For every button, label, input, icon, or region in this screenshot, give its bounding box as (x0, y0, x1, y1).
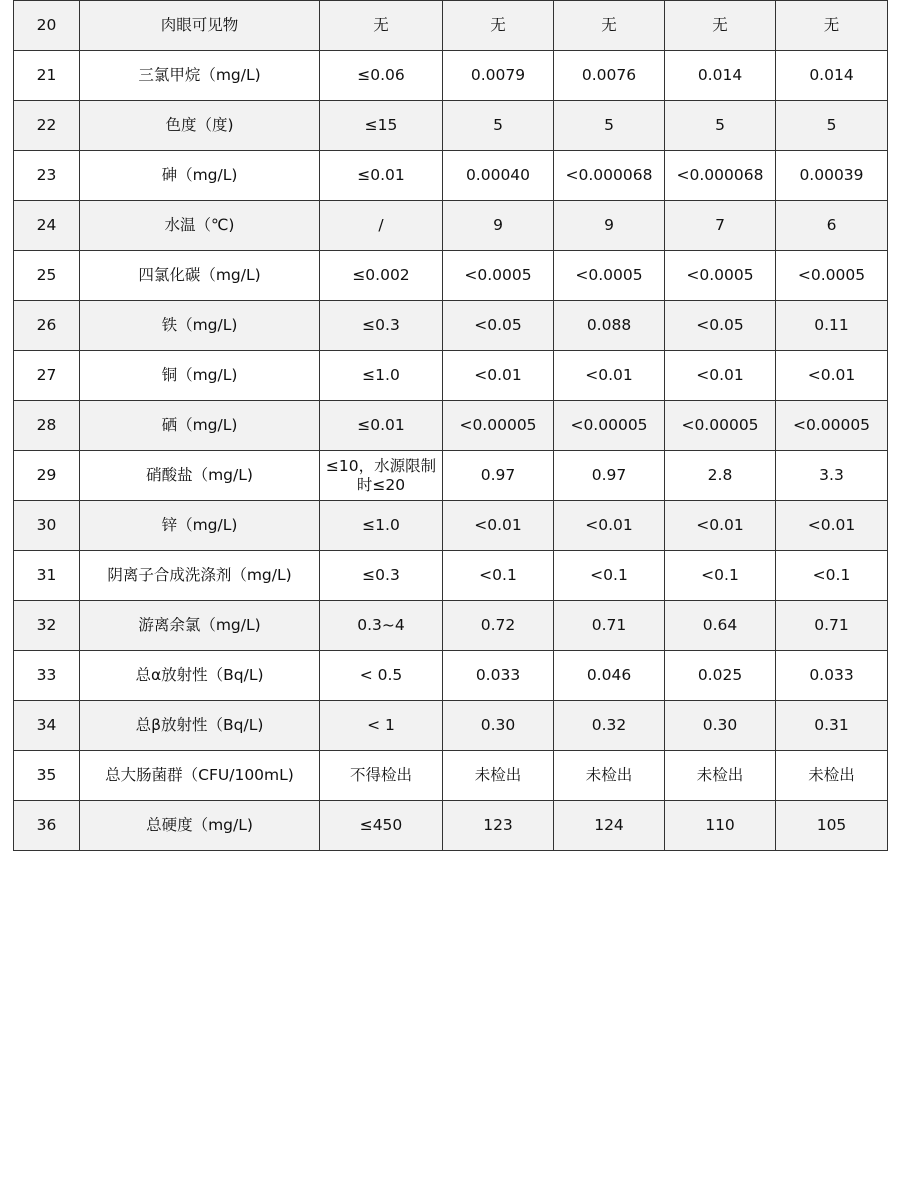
row-number-cell: 31 (14, 551, 80, 601)
sample-value-cell: 123 (443, 801, 554, 851)
sample-value-cell: 0.033 (443, 651, 554, 701)
sample-value-cell: <0.000068 (554, 151, 665, 201)
indicator-name-cell: 总β放射性（Bq/L) (80, 701, 320, 751)
table-row (14, 151, 888, 201)
standard-limit-cell: ≤0.01 (320, 401, 443, 451)
sample-value-cell: <0.1 (776, 551, 888, 601)
standard-limit-cell: ≤1.0 (320, 501, 443, 551)
table-row (14, 1, 888, 51)
standard-limit-cell: < 0.5 (320, 651, 443, 701)
indicator-name-cell: 总α放射性（Bq/L) (80, 651, 320, 701)
sample-value-cell: <0.01 (443, 501, 554, 551)
sample-value-cell: 0.0076 (554, 51, 665, 101)
sample-value-cell: 3.3 (776, 451, 888, 501)
row-number-cell: 33 (14, 651, 80, 701)
sample-value-cell: 0.014 (665, 51, 776, 101)
table-row (14, 201, 888, 251)
sample-value-cell: <0.0005 (554, 251, 665, 301)
standard-limit-cell: ≤15 (320, 101, 443, 151)
sample-value-cell: <0.00005 (443, 401, 554, 451)
sample-value-cell: 0.11 (776, 301, 888, 351)
sample-value-cell: 0.71 (554, 601, 665, 651)
sample-value-cell: 无 (665, 1, 776, 51)
indicator-name-cell: 阴离子合成洗涤剂（mg/L) (80, 551, 320, 601)
standard-limit-cell: 无 (320, 1, 443, 51)
row-number-cell: 20 (14, 1, 80, 51)
sample-value-cell: 0.025 (665, 651, 776, 701)
sample-value-cell: 0.72 (443, 601, 554, 651)
sample-value-cell: <0.05 (665, 301, 776, 351)
standard-limit-cell: / (320, 201, 443, 251)
standard-limit-cell: < 1 (320, 701, 443, 751)
sample-value-cell: 6 (776, 201, 888, 251)
table-row (14, 601, 888, 651)
water-quality-table (13, 0, 888, 851)
sample-value-cell: 0.088 (554, 301, 665, 351)
sample-value-cell: 0.30 (443, 701, 554, 751)
standard-limit-cell: ≤0.3 (320, 301, 443, 351)
standard-limit-cell: 0.3~4 (320, 601, 443, 651)
sample-value-cell: <0.1 (443, 551, 554, 601)
indicator-name-cell: 硝酸盐（mg/L) (80, 451, 320, 501)
table-row (14, 101, 888, 151)
sample-value-cell: <0.01 (776, 351, 888, 401)
indicator-name-cell: 砷（mg/L) (80, 151, 320, 201)
sample-value-cell: 0.71 (776, 601, 888, 651)
sample-value-cell: <0.1 (554, 551, 665, 601)
sample-value-cell: 未检出 (554, 751, 665, 801)
row-number-cell: 30 (14, 501, 80, 551)
sample-value-cell: 0.32 (554, 701, 665, 751)
sample-value-cell: 7 (665, 201, 776, 251)
table-row (14, 51, 888, 101)
table-row (14, 701, 888, 751)
standard-limit-cell: ≤0.3 (320, 551, 443, 601)
sample-value-cell: <0.00005 (554, 401, 665, 451)
table-row (14, 801, 888, 851)
sample-value-cell: <0.05 (443, 301, 554, 351)
indicator-name-cell: 四氯化碳（mg/L) (80, 251, 320, 301)
sample-value-cell: <0.0005 (443, 251, 554, 301)
row-number-cell: 28 (14, 401, 80, 451)
standard-limit-cell: ≤0.06 (320, 51, 443, 101)
sample-value-cell: 0.033 (776, 651, 888, 701)
sample-value-cell: 无 (776, 1, 888, 51)
table-row (14, 751, 888, 801)
sample-value-cell: <0.0005 (776, 251, 888, 301)
indicator-name-cell: 水温（℃) (80, 201, 320, 251)
row-number-cell: 36 (14, 801, 80, 851)
sample-value-cell: <0.000068 (665, 151, 776, 201)
indicator-name-cell: 锌（mg/L) (80, 501, 320, 551)
indicator-name-cell: 铜（mg/L) (80, 351, 320, 401)
table-row (14, 301, 888, 351)
row-number-cell: 24 (14, 201, 80, 251)
indicator-name-cell: 三氯甲烷（mg/L) (80, 51, 320, 101)
sample-value-cell: 0.014 (776, 51, 888, 101)
sample-value-cell: 0.00040 (443, 151, 554, 201)
row-number-cell: 34 (14, 701, 80, 751)
sample-value-cell: 5 (665, 101, 776, 151)
table-row (14, 451, 888, 501)
sample-value-cell: 未检出 (443, 751, 554, 801)
indicator-name-cell: 色度（度) (80, 101, 320, 151)
table-row (14, 501, 888, 551)
indicator-name-cell: 总大肠菌群（CFU/100mL) (80, 751, 320, 801)
indicator-name-cell: 游离余氯（mg/L) (80, 601, 320, 651)
sample-value-cell: 0.046 (554, 651, 665, 701)
sample-value-cell: 110 (665, 801, 776, 851)
indicator-name-cell: 铁（mg/L) (80, 301, 320, 351)
sample-value-cell: <0.01 (665, 501, 776, 551)
row-number-cell: 32 (14, 601, 80, 651)
sample-value-cell: 105 (776, 801, 888, 851)
table-row (14, 351, 888, 401)
table-body (14, 1, 888, 851)
sample-value-cell: 0.97 (443, 451, 554, 501)
sample-value-cell: 无 (443, 1, 554, 51)
standard-limit-cell: ≤0.01 (320, 151, 443, 201)
sample-value-cell: <0.01 (776, 501, 888, 551)
standard-limit-cell: ≤0.002 (320, 251, 443, 301)
row-number-cell: 22 (14, 101, 80, 151)
sample-value-cell: <0.01 (554, 351, 665, 401)
sample-value-cell: 0.00039 (776, 151, 888, 201)
sample-value-cell: <0.1 (665, 551, 776, 601)
sample-value-cell: 0.97 (554, 451, 665, 501)
table-row (14, 251, 888, 301)
sample-value-cell: <0.00005 (665, 401, 776, 451)
sample-value-cell: 0.0079 (443, 51, 554, 101)
standard-limit-cell: ≤450 (320, 801, 443, 851)
sample-value-cell: <0.00005 (776, 401, 888, 451)
sample-value-cell: 5 (443, 101, 554, 151)
table-row (14, 551, 888, 601)
sample-value-cell: 未检出 (665, 751, 776, 801)
sample-value-cell: 9 (554, 201, 665, 251)
row-number-cell: 25 (14, 251, 80, 301)
standard-limit-cell: ≤10，水源限制时≤20 (320, 451, 443, 501)
sample-value-cell: <0.01 (665, 351, 776, 401)
sample-value-cell: 0.64 (665, 601, 776, 651)
row-number-cell: 21 (14, 51, 80, 101)
row-number-cell: 29 (14, 451, 80, 501)
row-number-cell: 23 (14, 151, 80, 201)
sample-value-cell: 未检出 (776, 751, 888, 801)
indicator-name-cell: 硒（mg/L) (80, 401, 320, 451)
sample-value-cell: 无 (554, 1, 665, 51)
row-number-cell: 26 (14, 301, 80, 351)
row-number-cell: 27 (14, 351, 80, 401)
table-row (14, 651, 888, 701)
standard-limit-cell: 不得检出 (320, 751, 443, 801)
sample-value-cell: 5 (776, 101, 888, 151)
indicator-name-cell: 肉眼可见物 (80, 1, 320, 51)
table-row (14, 401, 888, 451)
sample-value-cell: <0.01 (554, 501, 665, 551)
standard-limit-cell: ≤1.0 (320, 351, 443, 401)
sample-value-cell: 124 (554, 801, 665, 851)
sample-value-cell: 9 (443, 201, 554, 251)
sample-value-cell: 0.31 (776, 701, 888, 751)
indicator-name-cell: 总硬度（mg/L) (80, 801, 320, 851)
sample-value-cell: <0.0005 (665, 251, 776, 301)
sample-value-cell: 0.30 (665, 701, 776, 751)
row-number-cell: 35 (14, 751, 80, 801)
sample-value-cell: 2.8 (665, 451, 776, 501)
sample-value-cell: 5 (554, 101, 665, 151)
sample-value-cell: <0.01 (443, 351, 554, 401)
